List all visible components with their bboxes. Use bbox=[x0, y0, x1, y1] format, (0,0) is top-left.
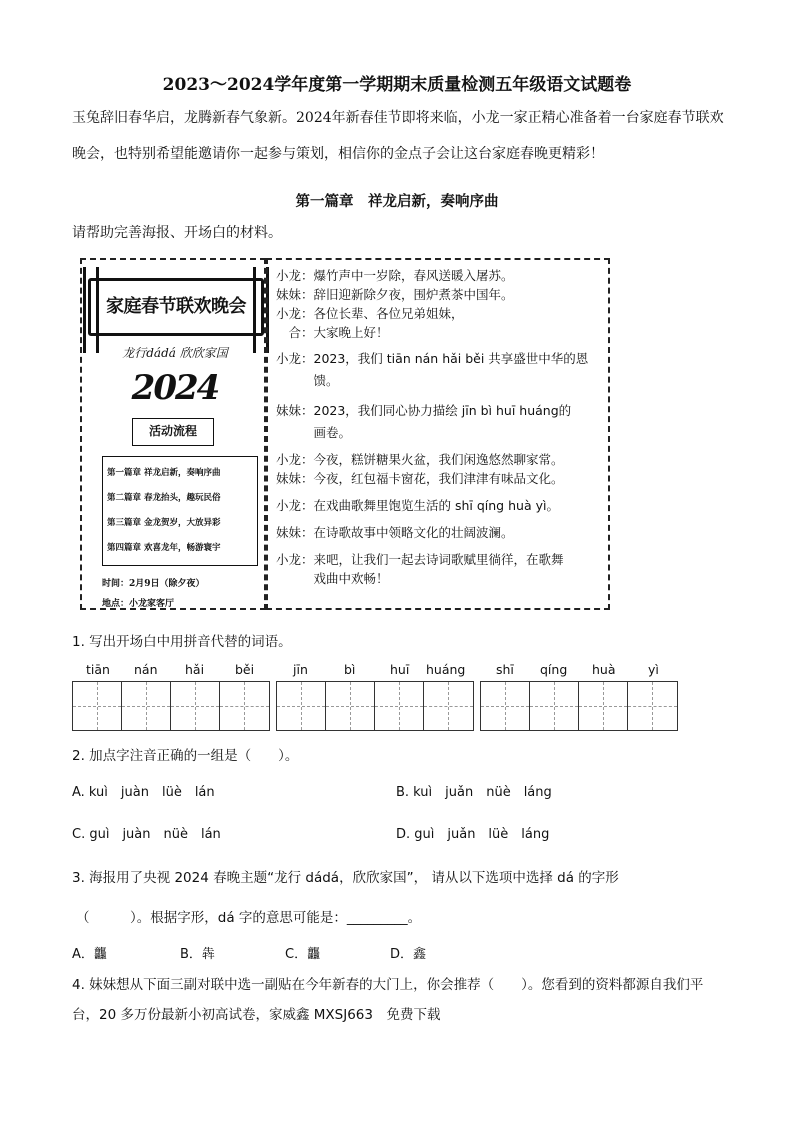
pinyin-label: huà bbox=[592, 662, 616, 677]
q2-option-d[interactable]: D. guì juǎn lüè láng bbox=[396, 827, 550, 842]
dialog-line: 馈。 bbox=[276, 373, 339, 388]
intro-line-1: 玉兔辞旧春华启，龙腾新春气象新。2024年新春佳节即将来临，小龙一家正精心准备着一台家庭春节联欢 bbox=[72, 110, 724, 126]
q3-option-a[interactable]: A．龘 bbox=[72, 947, 107, 962]
pinyin-label: huī bbox=[390, 662, 410, 677]
answer-grid-1[interactable] bbox=[72, 681, 270, 731]
answer-cell[interactable] bbox=[73, 682, 122, 730]
answer-cell[interactable] bbox=[628, 682, 677, 730]
question-3-line-1: 3. 海报用了央视 2024 春晚主题“龙行 dádá，欣欣家国”， 请从以下选项中选择 dá 的字形 bbox=[72, 870, 619, 886]
dialog-line: 妹妹：辞旧迎新除夕夜，围炉煮茶中国年。 bbox=[276, 287, 514, 302]
intro-line-2: 晚会，也特别希望能邀请你一起参与策划，相信你的金点子会让这台家庭春晚更精彩！ bbox=[72, 146, 604, 162]
answer-cell[interactable] bbox=[375, 682, 424, 730]
dialog-line: 妹妹：在诗歌故事中领略文化的壮阔波澜。 bbox=[276, 525, 514, 540]
instruction-text: 请帮助完善海报、开场白的材料。 bbox=[72, 225, 282, 241]
dialog-line: 妹妹：2023，我们同心协力描绘 jīn bì huī huáng的 bbox=[276, 403, 572, 418]
poster-program-item: 第四篇章 欢喜龙年，畅游寰宇 bbox=[107, 543, 221, 553]
pinyin-label: shī bbox=[496, 662, 514, 677]
page-title: 2023～2024学年度第一学期期末质量检测五年级语文试题卷 bbox=[162, 75, 632, 95]
pinyin-label: yì bbox=[648, 662, 659, 677]
answer-cell[interactable] bbox=[481, 682, 530, 730]
dialog-line: 小龙：在戏曲歌舞里饱览生活的 shī qíng huà yì。 bbox=[276, 498, 559, 513]
poster-flow-label: 活动流程 bbox=[132, 418, 214, 446]
poster-slogan: 龙行dádá 欣欣家国 bbox=[122, 346, 228, 360]
pinyin-label: bì bbox=[344, 662, 356, 677]
answer-cell[interactable] bbox=[171, 682, 220, 730]
poster-year: 2024 bbox=[131, 368, 219, 408]
pinyin-label: tiān bbox=[86, 662, 110, 677]
question-4-line-1: 4. 妹妹想从下面三副对联中选一副贴在今年新春的大门上，你会推荐（ ）。您看到的资料都源自我们平 bbox=[72, 977, 704, 993]
poster-program-item: 第二篇章 春龙抬头，趣玩民俗 bbox=[107, 493, 221, 503]
poster-program-list bbox=[102, 456, 258, 566]
intro-paragraph bbox=[72, 100, 732, 172]
q2-option-a[interactable]: A. kuì juàn lüè lán bbox=[72, 785, 215, 800]
opening-dialog bbox=[266, 258, 610, 610]
pinyin-label: jīn bbox=[293, 662, 308, 677]
dialog-line: 画卷。 bbox=[276, 425, 352, 440]
answer-cell[interactable] bbox=[424, 682, 473, 730]
q2-option-c[interactable]: C. guì juàn nüè lán bbox=[72, 827, 221, 842]
answer-cell[interactable] bbox=[579, 682, 628, 730]
pinyin-label: běi bbox=[235, 662, 255, 677]
dialog-line: 妹妹：今夜，红包福卡窗花，我们津津有味品文化。 bbox=[276, 471, 564, 486]
poster-banner: 家庭春节联欢晚会 bbox=[88, 278, 264, 336]
q3-option-b[interactable]: B．犇 bbox=[180, 947, 215, 962]
dialog-line: 小龙：今夜，糕饼糖果火盆，我们闲逸悠然聊家常。 bbox=[276, 452, 564, 467]
chapter-title: 第一篇章 祥龙启新，奏响序曲 bbox=[295, 193, 499, 210]
pinyin-label: qíng bbox=[540, 662, 568, 677]
question-4-line-2: 台，20 多万份最新小初高试卷，家威鑫 MXSJ663 免费下载 bbox=[72, 1007, 441, 1023]
dialog-line: 小龙：来吧，让我们一起去诗词歌赋里徜徉，在歌舞 bbox=[276, 552, 564, 567]
question-3-line-2: （ ）。根据字形，dá 字的意思可能是：_________。 bbox=[76, 910, 422, 926]
q3-option-c[interactable]: C．龘 bbox=[285, 947, 321, 962]
q3-option-d[interactable]: D．鑫 bbox=[390, 947, 427, 962]
poster-time: 时间：2月9日（除夕夜） bbox=[102, 579, 205, 589]
answer-cell[interactable] bbox=[220, 682, 269, 730]
poster-info bbox=[102, 574, 205, 614]
answer-cell[interactable] bbox=[530, 682, 579, 730]
poster-place: 地点：小龙家客厅 bbox=[102, 599, 175, 609]
dialog-line: 小龙：2023，我们 tiān nán hǎi běi 共享盛世中华的恩 bbox=[276, 351, 589, 366]
dialog-line: 小龙：各位长辈、各位兄弟姐妹， bbox=[276, 306, 464, 321]
answer-grid-2[interactable] bbox=[276, 681, 474, 731]
poster-program-item: 第三篇章 金龙贺岁，大放异彩 bbox=[107, 518, 221, 528]
dialog-line: 戏曲中欢畅！ bbox=[276, 571, 389, 586]
question-1: 1. 写出开场白中用拼音代替的词语。 bbox=[72, 634, 292, 650]
pinyin-label: hǎi bbox=[185, 662, 205, 677]
answer-cell[interactable] bbox=[326, 682, 375, 730]
dialog-line: 合：大家晚上好！ bbox=[276, 325, 389, 340]
poster bbox=[80, 258, 266, 610]
dialog-line: 小龙：爆竹声中一岁除，春风送暖入屠苏。 bbox=[276, 268, 514, 283]
poster-program-item: 第一篇章 祥龙启新，奏响序曲 bbox=[107, 468, 221, 478]
pinyin-label: huáng bbox=[426, 662, 466, 677]
answer-grid-3[interactable] bbox=[480, 681, 678, 731]
answer-cell[interactable] bbox=[277, 682, 326, 730]
answer-cell[interactable] bbox=[122, 682, 171, 730]
question-2: 2. 加点字注音正确的一组是（ ）。 bbox=[72, 748, 299, 764]
q2-option-b[interactable]: B. kuì juǎn nüè láng bbox=[396, 785, 552, 800]
pinyin-label: nán bbox=[134, 662, 158, 677]
